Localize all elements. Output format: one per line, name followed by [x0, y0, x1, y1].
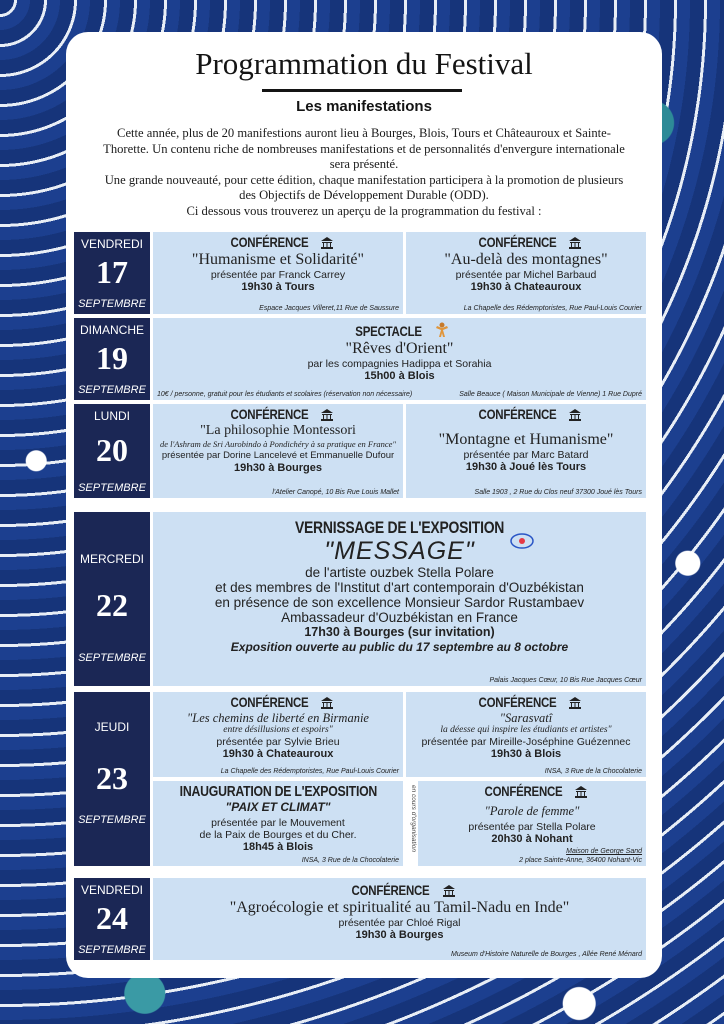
event-card[interactable] — [406, 692, 646, 777]
event-presenter: présentée par Stella Polare — [468, 821, 596, 833]
event-presenter: présentée par Sylvie Brieu — [216, 736, 340, 748]
page-subtitle: Les manifestations — [296, 98, 432, 115]
event-price: 10€ / personne, gratuit pour les étudiants et scolaires (réservation non nécessaire) — [157, 391, 413, 398]
exhibition-title: "MESSAGE" — [324, 537, 475, 565]
event-line: en présence de son excellence Monsieur Sardor Rustambaev — [214, 595, 585, 610]
event-time: 19h30 à Chateauroux — [470, 281, 582, 293]
day-number: 19 — [96, 340, 128, 376]
day-number: 24 — [96, 900, 128, 936]
event-venue: INSA, 3 Rue de la Chocolaterie — [544, 768, 642, 775]
event-time: 15h00 à Blois — [364, 370, 435, 382]
event-line: Ambassadeur d'Ouzbékistan en France — [281, 610, 518, 625]
event-type: CONFÉRENCE — [230, 406, 309, 422]
event-presenter: par les compagnies Hadippa et Sorahia — [307, 358, 492, 370]
event-type: CONFÉRENCE — [478, 694, 557, 710]
event-presenter: présentée par Chloé Rigal — [338, 917, 461, 929]
event-venue: Museum d'Histoire Naturelle de Bourges , Allée René Ménard — [451, 951, 642, 958]
dancer-icon — [433, 322, 451, 338]
event-title: "Rêves d'Orient" — [345, 340, 454, 357]
date-block-24 — [74, 878, 150, 960]
month: SEPTEMBRE — [78, 384, 146, 396]
event-card[interactable] — [406, 232, 646, 314]
event-time: 19h30 à Chateauroux — [222, 748, 334, 760]
event-time: 19h30 à Tours — [241, 281, 315, 293]
event-subtitle: de l'Ashram de Sri Aurobindo à Pondichéry à sa pratique en France" — [159, 439, 397, 449]
weekday: JEUDI — [94, 720, 130, 734]
weekday: VENDREDI — [80, 237, 143, 251]
event-card[interactable] — [153, 692, 403, 777]
event-line: de l'artiste ouzbek Stella Polare — [305, 565, 494, 580]
event-presenter-2: de la Paix de Bourges et du Cher. — [199, 829, 357, 841]
date-block-22 — [74, 512, 150, 686]
title-divider — [262, 89, 462, 92]
temple-icon — [442, 885, 456, 897]
date-block-17 — [74, 232, 150, 314]
event-type: CONFÉRENCE — [352, 882, 430, 898]
event-type: CONFÉRENCE — [478, 406, 557, 422]
event-title: "Au-delà des montagnes" — [444, 251, 608, 268]
event-address: 2 place Sainte-Anne, 36400 Nohant-Vic — [519, 857, 642, 864]
side-note: en cours d'organisation — [410, 785, 417, 853]
event-type: VERNISSAGE DE L'EXPOSITION — [294, 518, 505, 537]
event-title: "Parole de femme" — [484, 804, 580, 818]
date-block-23 — [74, 692, 150, 866]
intro-line-1: Cette année, plus de 20 manifestions auront lieu à Bourges, Blois, Tours et Châteauroux et Sainte-Thorette. Un contenu riche de nombreuses manifestations et de personnalités d'envergure internationale sera présenté. — [103, 126, 625, 171]
intro-line-2: Une grande nouveauté, pour cette édition, chaque manifestation participera à la promotion de plusieurs des Objectifs de Développement Durable (ODD). — [104, 172, 624, 202]
event-venue: La Chapelle des Rédemptoristes, Rue Paul-Louis Courier — [463, 305, 642, 312]
exhibition-dates: Exposition ouverte au public du 17 septembre au 8 octobre — [230, 640, 569, 654]
event-time: 19h30 à Bourges — [233, 462, 323, 474]
event-time: 19h30 à Blois — [490, 748, 562, 760]
event-time: 18h45 à Blois — [242, 841, 314, 853]
event-line: et des membres de l'Institut d'art contemporain d'Ouzbékistan — [215, 580, 584, 595]
event-time: 20h30 à Nohant — [491, 833, 573, 845]
day-number: 17 — [96, 254, 128, 290]
event-card[interactable] — [153, 781, 403, 866]
day-number: 20 — [96, 432, 128, 468]
event-presenter: présentée par Dorine Lancelevé et Emmanuelle Dufour — [161, 450, 395, 461]
event-title: "Agroécologie et spiritualité au Tamil-Nadu en Inde" — [229, 899, 570, 916]
temple-icon — [568, 409, 582, 421]
event-card[interactable] — [153, 232, 403, 314]
date-block-20 — [74, 404, 150, 498]
weekday: LUNDI — [93, 409, 130, 423]
event-type: CONFÉRENCE — [230, 234, 309, 250]
exhibition-title: "PAIX ET CLIMAT" — [225, 800, 331, 814]
event-presenter: présentée par Mireille-Joséphine Guézennec — [421, 736, 631, 748]
event-presenter: présentée par le Mouvement — [211, 817, 345, 829]
weekday: MERCREDI — [79, 552, 144, 566]
intro-line-3: Ci dessous vous trouverez un aperçu de la programmation du festival : — [186, 203, 542, 218]
weekday: DIMANCHE — [79, 323, 144, 337]
event-card[interactable] — [153, 512, 646, 686]
lamp-icon — [509, 532, 535, 550]
temple-icon — [568, 697, 582, 709]
event-subtitle: entre désillusions et espoirs" — [223, 725, 333, 735]
event-card[interactable] — [418, 781, 646, 866]
event-time: 19h30 à Joué lès Tours — [465, 461, 587, 473]
event-type: CONFÉRENCE — [478, 234, 557, 250]
event-presenter: présentée par Michel Barbaud — [455, 269, 597, 281]
event-subtitle: la déesse qui inspire les étudiants et artistes" — [440, 725, 612, 735]
temple-icon — [320, 237, 334, 249]
event-venue: Salle Beauce ( Maison Municipale de Vienne) 1 Rue Dupré — [459, 391, 642, 398]
intro-text — [96, 126, 632, 219]
month: SEPTEMBRE — [78, 944, 146, 956]
event-presenter: présentée par Franck Carrey — [210, 269, 346, 281]
event-time: 17h30 à Bourges (sur invitation) — [304, 625, 495, 639]
page-title: Programmation du Festival — [195, 46, 533, 81]
day-number: 22 — [96, 587, 128, 623]
event-type: INAUGURATION DE L'EXPOSITION — [179, 783, 377, 800]
month: SEPTEMBRE — [78, 814, 146, 826]
event-title: "Les chemins de liberté en Birmanie — [187, 711, 369, 725]
event-venue: Salle 1903 , 2 Rue du Clos neuf 37300 Joué lès Tours — [474, 489, 642, 496]
month: SEPTEMBRE — [78, 298, 146, 310]
event-card[interactable] — [153, 404, 403, 498]
event-venue: INSA, 3 Rue de la Chocolaterie — [301, 857, 399, 864]
date-block-19 — [74, 318, 150, 400]
temple-icon — [320, 697, 334, 709]
month: SEPTEMBRE — [78, 652, 146, 664]
event-presenter: présentée par Marc Batard — [463, 449, 589, 461]
temple-icon — [320, 409, 334, 421]
event-type: CONFÉRENCE — [230, 694, 309, 710]
event-venue: La Chapelle des Rédemptoristes, Rue Paul-Louis Courier — [220, 768, 399, 775]
event-card[interactable] — [406, 404, 646, 498]
event-venue: Palais Jacques Cœur, 10 Bis Rue Jacques Cœur — [489, 677, 642, 684]
event-card[interactable] — [153, 878, 646, 960]
event-title: "La philosophie Montessori — [200, 423, 356, 438]
month: SEPTEMBRE — [78, 482, 146, 494]
temple-icon — [568, 237, 582, 249]
temple-icon — [574, 786, 588, 798]
event-title: "Montagne et Humanisme" — [438, 431, 614, 448]
event-title: "Sarasvatî — [499, 711, 553, 725]
event-type: CONFÉRENCE — [484, 783, 563, 799]
day-number: 23 — [96, 760, 128, 796]
event-venue: Maison de George Sand — [566, 848, 642, 855]
event-card[interactable] — [153, 318, 646, 400]
event-time: 19h30 à Bourges — [355, 929, 444, 941]
event-title: "Humanisme et Solidarité" — [191, 251, 365, 268]
event-venue: Espace Jacques Villeret,11 Rue de Saussure — [259, 305, 399, 312]
event-venue: l'Atelier Canopé, 10 Bis Rue Louis Mallet — [272, 489, 399, 496]
weekday: VENDREDI — [80, 883, 143, 897]
event-type: SPECTACLE — [355, 323, 423, 339]
